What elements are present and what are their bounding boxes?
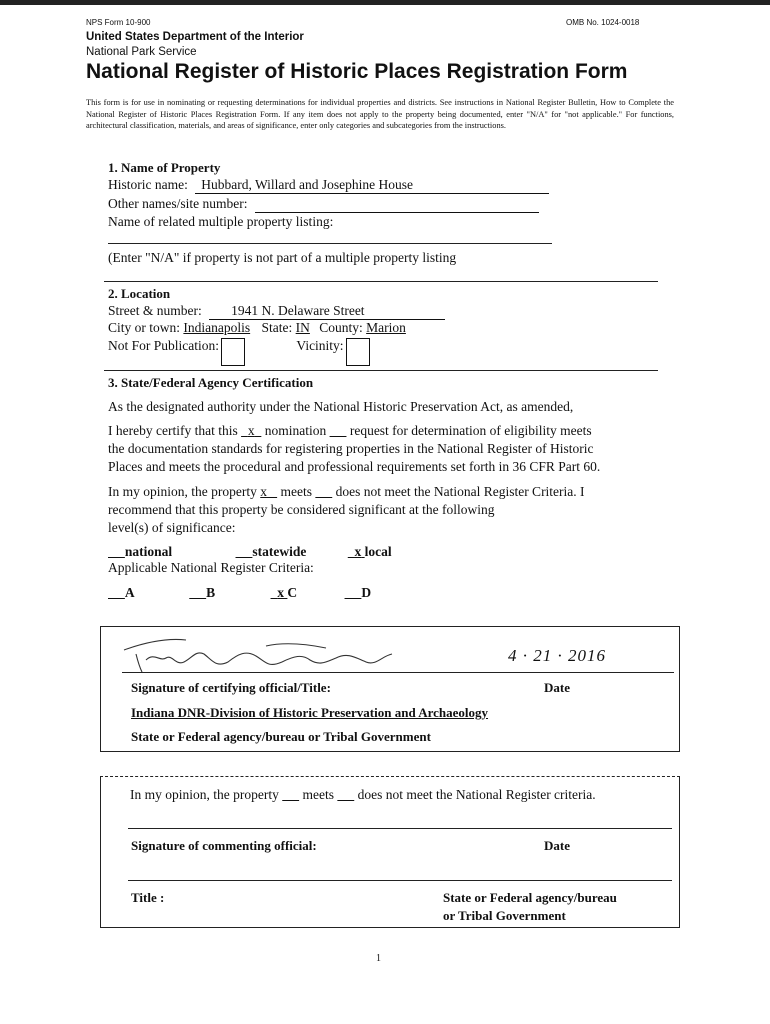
other-names-label: Other names/site number: xyxy=(108,196,248,211)
commenting-opinion-row xyxy=(130,787,596,803)
page-mark: 1 xyxy=(376,953,381,964)
meets-mark[interactable] xyxy=(260,484,277,499)
commenting-agency-label-2: or Tribal Government xyxy=(443,908,566,923)
top-border xyxy=(0,0,770,5)
commenting-meets-mark[interactable] xyxy=(282,787,299,802)
level-local: local xyxy=(364,544,392,559)
section-3-heading: 3. State/Federal Agency Certification xyxy=(108,375,314,390)
criteria-d-mark[interactable] xyxy=(345,585,362,600)
significance-row xyxy=(108,544,392,560)
nomination-mark-value: x xyxy=(247,423,255,438)
historic-name-label: Historic name: xyxy=(108,177,188,192)
commenting-date-label: Date xyxy=(544,838,570,853)
section-1-heading: 1. Name of Property xyxy=(108,160,221,175)
opinion-line-1 xyxy=(108,484,585,500)
page-title: National Register of Historic Places Registration Form xyxy=(86,60,628,83)
criteria-c: C xyxy=(287,585,298,600)
vicinity-label: Vicinity: xyxy=(296,338,344,353)
request-mark[interactable] xyxy=(330,423,347,438)
state-value[interactable]: IN xyxy=(295,320,310,335)
commenting-title-line[interactable] xyxy=(128,880,672,881)
nomination-mark[interactable] xyxy=(241,423,261,438)
multiple-listing-label: Name of related multiple property listing: xyxy=(108,214,334,229)
street-label: Street & number: xyxy=(108,303,202,318)
authority-text: As the designated authority under the National Historic Preservation Act, as amended, xyxy=(108,399,574,414)
vicinity-checkbox[interactable] xyxy=(346,338,370,366)
street-value: 1941 N. Delaware Street xyxy=(231,303,365,318)
meets-mark-value: x xyxy=(260,484,267,499)
nfp-row xyxy=(108,338,370,366)
not-meets-mark[interactable] xyxy=(315,484,332,499)
certifying-signature-label: Signature of certifying official/Title: xyxy=(131,680,331,695)
signature-image xyxy=(116,632,406,676)
city-label: City or town: xyxy=(108,320,181,335)
certify-line-2: the documentation standards for registering properties in the National Register of Historic xyxy=(108,441,594,456)
historic-name-value: Hubbard, Willard and Josephine House xyxy=(201,177,414,192)
commenting-not-meets-mark[interactable] xyxy=(337,787,354,802)
commenting-signature-line[interactable] xyxy=(128,828,672,829)
signature-text xyxy=(116,632,117,633)
certify-text-2: nomination xyxy=(264,423,327,438)
criteria-c-mark[interactable] xyxy=(271,585,288,600)
city-value[interactable]: Indianapolis xyxy=(183,320,251,335)
service-name: National Park Service xyxy=(86,46,197,58)
criteria-b: B xyxy=(206,585,216,600)
other-names-field[interactable] xyxy=(255,196,539,213)
opinion-line-3: level(s) of significance: xyxy=(108,520,236,535)
certify-line-3: Places and meets the procedural and professional requirements set forth in 36 CFR Part 60. xyxy=(108,459,601,474)
criteria-a-mark[interactable] xyxy=(108,585,125,600)
signature-line[interactable] xyxy=(122,672,674,673)
commenting-opinion-3: does not meet the National Register criteria. xyxy=(357,787,596,802)
other-names-row xyxy=(108,196,539,213)
criteria-row xyxy=(108,585,371,601)
nfp-checkbox[interactable] xyxy=(221,338,245,366)
criteria-a: A xyxy=(124,585,134,600)
section-2-heading: 2. Location xyxy=(108,286,171,301)
state-label: State: xyxy=(261,320,293,335)
opinion-text-2: meets xyxy=(280,484,312,499)
certify-text-1: I hereby certify that this xyxy=(108,423,238,438)
section-divider-2 xyxy=(104,370,658,371)
commenting-agency-label-1: State or Federal agency/bureau xyxy=(443,890,617,905)
criteria-b-mark[interactable] xyxy=(189,585,206,600)
level-national: national xyxy=(124,544,173,559)
certify-text-3: request for determination of eligibility meets xyxy=(349,423,592,438)
form-number: NPS Form 10-900 xyxy=(86,18,151,27)
street-field[interactable] xyxy=(209,303,445,320)
historic-name-row xyxy=(108,177,549,194)
handwritten-signature xyxy=(116,632,406,676)
statewide-mark[interactable] xyxy=(236,544,253,559)
criteria-d: D xyxy=(361,585,372,600)
certifying-date-label: Date xyxy=(544,680,570,695)
agency-name: Indiana DNR-Division of Historic Preservation and Archaeology xyxy=(131,705,489,720)
historic-name-field[interactable] xyxy=(195,177,549,194)
nfp-label: Not For Publication: xyxy=(108,338,219,353)
level-statewide: statewide xyxy=(252,544,307,559)
commenting-opinion-2: meets xyxy=(302,787,334,802)
certify-line-1 xyxy=(108,423,592,439)
section-divider-1 xyxy=(104,281,658,282)
commenting-title-label: Title : xyxy=(131,890,165,905)
opinion-line-2: recommend that this property be considered significant at the following xyxy=(108,502,495,517)
local-mark-value: x xyxy=(354,544,362,559)
county-value[interactable]: Marion xyxy=(366,320,406,335)
commenting-opinion-1: In my opinion, the property xyxy=(130,787,279,802)
criteria-label: Applicable National Register Criteria: xyxy=(108,560,314,575)
agency-label: State or Federal agency/bureau or Tribal Government xyxy=(131,729,431,744)
county-label: County: xyxy=(319,320,363,335)
multiple-listing-field[interactable] xyxy=(108,243,552,244)
commenting-signature-label: Signature of commenting official: xyxy=(131,838,317,853)
na-note: (Enter "N/A" if property is not part of a multiple property listing xyxy=(108,250,457,265)
street-row xyxy=(108,303,445,320)
opinion-text-3: does not meet the National Register Criteria. I xyxy=(335,484,585,499)
signature-date: 4 · 21 · 2016 xyxy=(508,646,606,665)
opinion-text-1: In my opinion, the property xyxy=(108,484,257,499)
omb-number: OMB No. 1024-0018 xyxy=(566,18,640,27)
city-row xyxy=(108,320,406,336)
local-mark[interactable] xyxy=(348,544,365,559)
criteria-c-mark-value: x xyxy=(277,585,285,600)
department-name: United States Department of the Interior xyxy=(86,31,304,43)
national-mark[interactable] xyxy=(108,544,125,559)
instructions-paragraph: This form is for use in nominating or requesting determinations for individual properties and districts. See instructions in National Register Bulletin, How to Complete the National Register of Historic Places Registration Form. If any item does not apply to the property being documented, enter "N/A" for "not applicable." For functions, architectural classification, materials, and areas of significance, enter only categories and subcategories from the instructions. xyxy=(86,98,674,130)
